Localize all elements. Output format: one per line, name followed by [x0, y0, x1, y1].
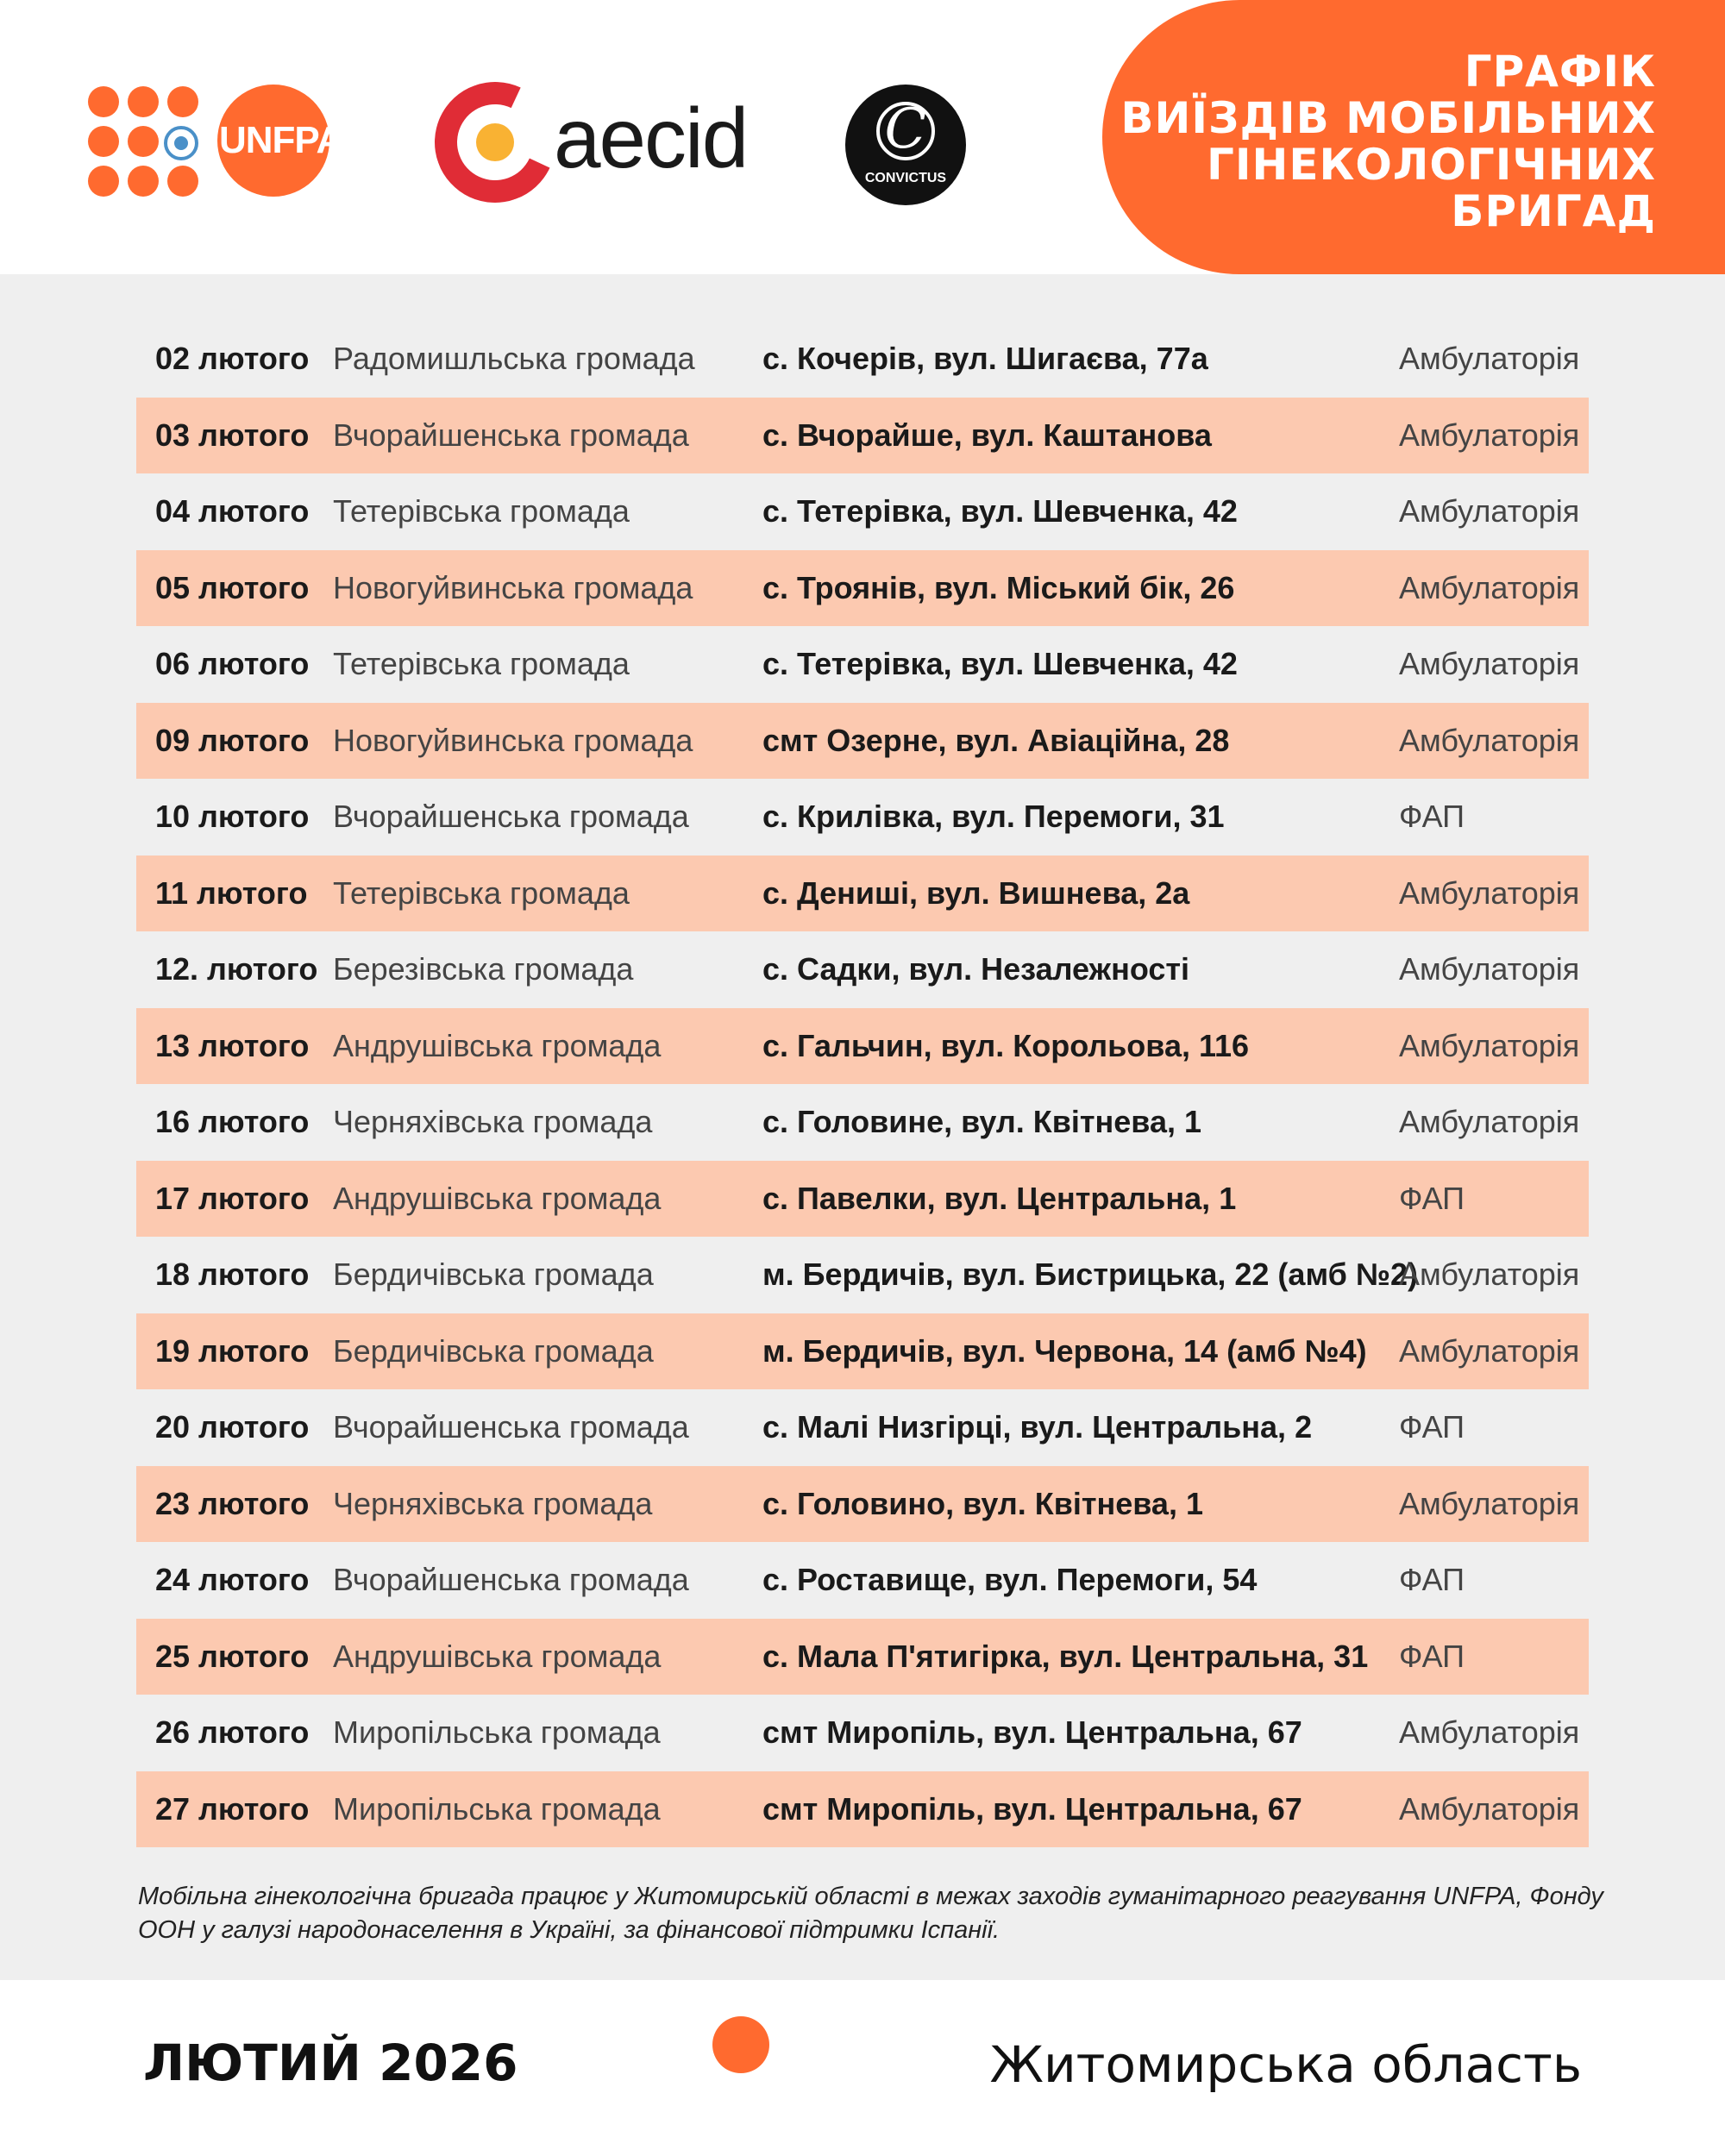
row-community: Бердичівська громада — [333, 1257, 654, 1292]
row-address: с. Головино, вул. Квітнева, 1 — [762, 1485, 1203, 1521]
row-community: Миропільська громада — [333, 1714, 661, 1750]
row-address: смт Озерне, вул. Авіаційна, 28 — [762, 722, 1230, 758]
table-row — [136, 703, 1589, 780]
row-community: Новогуйвинська громада — [333, 722, 693, 758]
row-date: 20 лютого — [155, 1409, 310, 1445]
footnote: Мобільна гінекологічна бригада працює у Житомирській області в межах заходів гуманітарного реагування UNFPA, Фонду ООН у галузі народонаселення в Україні, за фінансової підтримки Іспанії. — [138, 1883, 1603, 1944]
row-address: с. Тетерівка, вул. Шевченка, 42 — [762, 646, 1238, 681]
row-address: с. Малі Низгірці, вул. Центральна, 2 — [762, 1409, 1313, 1445]
row-facility-type: Амбулаторія — [1399, 722, 1580, 758]
region-label: Житомирська область — [989, 2035, 1582, 2094]
table-row — [136, 1237, 1589, 1313]
unfpa-wordmark: UNFPA — [219, 119, 343, 161]
unfpa-dot-icon — [128, 86, 159, 117]
row-facility-type: ФАП — [1399, 1562, 1465, 1597]
unfpa-dot-icon — [128, 166, 159, 197]
row-community: Черняхівська громада — [333, 1104, 653, 1139]
row-facility-type: Амбулаторія — [1399, 493, 1580, 529]
row-address: с. Роставище, вул. Перемоги, 54 — [762, 1562, 1258, 1597]
row-community: Андрушівська громада — [333, 1638, 662, 1674]
row-community: Вчорайшенська громада — [333, 1562, 689, 1597]
row-date: 24 лютого — [155, 1562, 310, 1597]
row-address: м. Бердичів, вул. Бистрицька, 22 (амб №2) — [762, 1257, 1418, 1292]
table-row — [136, 1084, 1589, 1161]
row-facility-type: Амбулаторія — [1399, 1790, 1580, 1827]
row-facility-type: ФАП — [1399, 1409, 1465, 1445]
row-facility-type: Амбулаторія — [1399, 646, 1580, 681]
row-community: Вчорайшенська громада — [333, 799, 689, 834]
row-date: 03 лютого — [155, 417, 310, 453]
schedule-table — [136, 321, 1589, 1847]
table-row — [136, 1466, 1589, 1543]
table-row — [136, 1389, 1589, 1466]
row-date: 26 лютого — [155, 1714, 310, 1750]
row-community: Бердичівська громада — [333, 1332, 654, 1369]
aecid-dot-icon — [476, 123, 514, 161]
row-date: 12. лютого — [155, 951, 318, 987]
row-facility-type: Амбулаторія — [1399, 1104, 1580, 1139]
header — [0, 0, 1725, 274]
row-address: с. Головине, вул. Квітнева, 1 — [762, 1104, 1202, 1139]
row-address: с. Кочерів, вул. Шигаєва, 77а — [762, 341, 1208, 376]
table-row — [136, 1542, 1589, 1619]
row-facility-type: Амбулаторія — [1399, 874, 1580, 911]
row-address: с. Мала П'ятигірка, вул. Центральна, 31 — [762, 1638, 1369, 1674]
row-address: с. Павелки, вул. Центральна, 1 — [762, 1180, 1237, 1216]
table-row — [136, 1161, 1589, 1238]
aecid-wordmark: aecid — [554, 91, 748, 185]
row-community: Тетерівська громада — [333, 493, 630, 529]
table-row — [136, 626, 1589, 703]
row-address: с. Троянів, вул. Міський бік, 26 — [762, 569, 1235, 605]
row-community: Березівська громада — [333, 951, 634, 987]
row-facility-type: Амбулаторія — [1399, 341, 1580, 376]
row-community: Новогуйвинська громада — [333, 569, 693, 605]
row-facility-type: Амбулаторія — [1399, 569, 1580, 605]
row-date: 11 лютого — [155, 874, 308, 911]
row-facility-type: ФАП — [1399, 1180, 1465, 1216]
row-address: с. Тетерівка, вул. Шевченка, 42 — [762, 493, 1238, 529]
unfpa-dot-icon — [167, 166, 198, 197]
month-label: ЛЮТИЙ 2026 — [143, 2034, 518, 2092]
row-facility-type: Амбулаторія — [1399, 1332, 1580, 1369]
convictus-mark-icon: C — [884, 97, 927, 161]
row-address: м. Бердичів, вул. Червона, 14 (амб №4) — [762, 1332, 1367, 1369]
table-row — [136, 1008, 1589, 1085]
row-facility-type: Амбулаторія — [1399, 1714, 1580, 1750]
row-date: 09 лютого — [155, 722, 310, 758]
row-address: с. Гальчин, вул. Корольова, 116 — [762, 1027, 1250, 1063]
table-row — [136, 1619, 1589, 1695]
un-emblem-icon — [164, 126, 198, 160]
table-row — [136, 398, 1589, 474]
row-facility-type: Амбулаторія — [1399, 1027, 1580, 1063]
row-facility-type: Амбулаторія — [1399, 1257, 1580, 1292]
table-row — [136, 550, 1589, 627]
unfpa-dot-icon — [88, 126, 119, 157]
table-row — [136, 1313, 1589, 1390]
row-address: с. Вчорайше, вул. Каштанова — [762, 417, 1212, 453]
row-address: с. Дениші, вул. Вишнева, 2а — [762, 874, 1190, 911]
row-address: с. Садки, вул. Незалежності — [762, 951, 1189, 987]
table-row — [136, 779, 1589, 856]
row-date: 05 лютого — [155, 569, 310, 605]
row-date: 04 лютого — [155, 493, 310, 529]
row-date: 13 лютого — [155, 1027, 310, 1063]
footer — [0, 1980, 1725, 2156]
row-facility-type: ФАП — [1399, 1638, 1465, 1674]
unfpa-dot-icon — [167, 86, 198, 117]
row-community: Вчорайшенська громада — [333, 1409, 689, 1445]
table-row — [136, 321, 1589, 398]
row-facility-type: Амбулаторія — [1399, 1485, 1580, 1521]
row-date: 16 лютого — [155, 1104, 310, 1139]
row-facility-type: Амбулаторія — [1399, 951, 1580, 987]
row-date: 06 лютого — [155, 646, 310, 681]
unfpa-dot-icon — [88, 86, 119, 117]
page-title: ГРАФІК ВИЇЗДІВ МОБІЛЬНИХ ГІНЕКОЛОГІЧНИХ БРИГАД — [1120, 47, 1656, 236]
row-date: 17 лютого — [155, 1180, 310, 1216]
row-address: смт Миропіль, вул. Центральна, 67 — [762, 1790, 1302, 1827]
row-date: 02 лютого — [155, 341, 310, 376]
row-community: Черняхівська громада — [333, 1485, 653, 1521]
row-facility-type: ФАП — [1399, 799, 1465, 834]
row-address: смт Миропіль, вул. Центральна, 67 — [762, 1714, 1302, 1750]
table-row — [136, 1695, 1589, 1771]
unfpa-dot-icon — [128, 126, 159, 157]
row-community: Андрушівська громада — [333, 1180, 662, 1216]
row-community: Вчорайшенська громада — [333, 417, 689, 453]
row-date: 27 лютого — [155, 1790, 310, 1827]
row-date: 25 лютого — [155, 1638, 310, 1674]
row-facility-type: Амбулаторія — [1399, 417, 1580, 453]
table-row — [136, 1771, 1589, 1848]
row-date: 19 лютого — [155, 1332, 310, 1369]
row-date: 10 лютого — [155, 799, 310, 834]
convictus-wordmark: CONVICTUS — [864, 171, 947, 185]
row-community: Миропільська громада — [333, 1790, 661, 1827]
row-community: Тетерівська громада — [333, 646, 630, 681]
row-community: Тетерівська громада — [333, 874, 630, 911]
row-date: 23 лютого — [155, 1485, 310, 1521]
table-row — [136, 473, 1589, 550]
row-community: Радомишльська громада — [333, 341, 695, 376]
table-row — [136, 931, 1589, 1008]
table-row — [136, 856, 1589, 932]
row-address: с. Крилівка, вул. Перемоги, 31 — [762, 799, 1225, 834]
unfpa-dot-icon — [88, 166, 119, 197]
footer-dot-icon — [712, 2016, 769, 2073]
row-community: Андрушівська громада — [333, 1027, 662, 1063]
row-date: 18 лютого — [155, 1257, 310, 1292]
